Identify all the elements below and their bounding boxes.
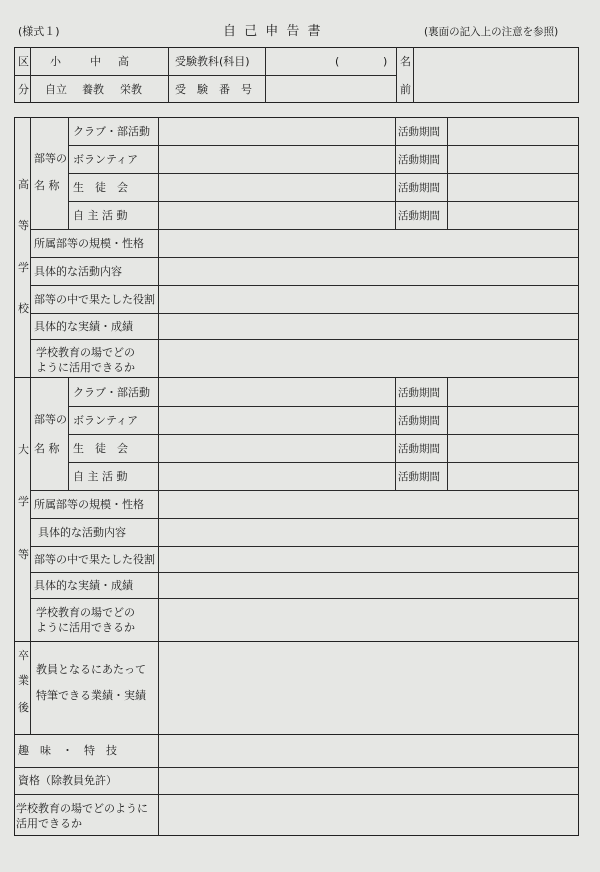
hs-voluntary-activity: 自 主 活 動	[73, 209, 128, 222]
hs-side-2: 等	[18, 219, 29, 232]
univ-club-period-field[interactable]	[448, 379, 578, 405]
name-label-2: 前	[400, 83, 411, 96]
hs-period-label: 活動期間	[398, 154, 440, 166]
hs-period-label: 活動期間	[398, 182, 440, 194]
hs-club-group-label-2: 名 称	[34, 179, 60, 192]
option-elementary[interactable]: 小	[50, 55, 61, 68]
univ-side-1: 大	[18, 443, 29, 456]
hobby-label: 趣 味 ・ 特 技	[18, 744, 117, 757]
exam-number-field[interactable]	[266, 76, 395, 102]
hs-side-3: 学	[18, 261, 29, 274]
option-junior-high[interactable]: 中	[90, 55, 101, 68]
hs-club-period-field[interactable]	[448, 118, 578, 144]
univ-club-field[interactable]	[159, 379, 394, 405]
label-ku: 区	[18, 55, 29, 68]
grad-side-1: 卒	[18, 649, 29, 662]
univ-student-council: 生 徒 会	[73, 442, 128, 455]
document-title: 自 己 申 告 書	[223, 24, 323, 39]
subject-field[interactable]	[266, 48, 395, 74]
univ-club-group-label: 部等の	[34, 413, 67, 426]
univ-period-label: 活動期間	[398, 471, 440, 483]
hs-period-label: 活動期間	[398, 126, 440, 138]
hs-student-council: 生 徒 会	[73, 181, 128, 194]
univ-period-label: 活動期間	[398, 415, 440, 427]
school-use-label-1: 学校教育の場でどのように	[16, 802, 148, 815]
hs-scale-label: 所属部等の規模・性格	[34, 237, 144, 250]
univ-role-label: 部等の中で果たした役割	[34, 553, 155, 566]
hs-club-field[interactable]	[159, 118, 394, 144]
hs-period-label: 活動期間	[398, 210, 440, 222]
license-field[interactable]	[159, 768, 578, 793]
form-number: (様式１)	[18, 25, 60, 38]
license-label: 資格（除教員免許）	[18, 774, 117, 787]
univ-content-area[interactable]	[159, 491, 578, 640]
subject-paren-close: )	[383, 55, 388, 68]
name-label-1: 名	[400, 55, 411, 68]
univ-scale-label: 所属部等の規模・性格	[34, 498, 144, 511]
univ-period-label: 活動期間	[398, 443, 440, 455]
univ-use-label-2: ように活用できるか	[36, 621, 135, 634]
grad-side-3: 後	[18, 701, 29, 714]
hs-use-label-2: ように活用できるか	[36, 361, 135, 374]
hs-club-group-label: 部等の	[34, 152, 67, 165]
grad-label-2: 特筆できる業績・実績	[36, 689, 146, 702]
hs-side-1: 高	[18, 178, 29, 191]
hs-club-activity: クラブ・部活動	[73, 125, 150, 138]
subject-label: 受験教科(科目)	[175, 55, 250, 68]
option-high[interactable]: 高	[118, 55, 129, 68]
label-bun: 分	[18, 83, 29, 96]
option-nutrition[interactable]: 栄教	[120, 83, 142, 96]
hs-side-4: 校	[18, 302, 29, 315]
hobby-field[interactable]	[159, 736, 578, 766]
univ-use-label-1: 学校教育の場でどの	[36, 606, 135, 619]
name-field[interactable]	[414, 48, 578, 102]
exam-number-label: 受 験 番 号	[175, 83, 252, 96]
hs-volunteer: ボランティア	[73, 153, 139, 166]
hs-content-label: 具体的な活動内容	[34, 265, 122, 278]
graduate-achievement-field[interactable]	[159, 643, 578, 733]
univ-club-activity: クラブ・部活動	[73, 386, 150, 399]
option-special-support[interactable]: 自立	[45, 83, 67, 96]
subject-paren-open: (	[335, 55, 340, 68]
option-yogo[interactable]: 養教	[82, 83, 104, 96]
univ-club-group-label-2: 名 称	[34, 442, 60, 455]
univ-achievement-label: 具体的な実績・成績	[34, 579, 133, 592]
univ-volunteer: ボランティア	[73, 414, 139, 427]
univ-voluntary-activity: 自 主 活 動	[73, 470, 128, 483]
hs-role-label: 部等の中で果たした役割	[34, 293, 155, 306]
univ-content-label: 具体的な活動内容	[38, 526, 126, 539]
hs-achievement-label: 具体的な実績・成績	[34, 320, 133, 333]
univ-side-2: 学	[18, 495, 29, 508]
univ-period-label: 活動期間	[398, 387, 440, 399]
school-use-label-2: 活用できるか	[16, 817, 82, 830]
grad-label-1: 教員となるにあたって	[36, 663, 146, 676]
hs-use-label-1: 学校教育の場でどの	[36, 346, 135, 359]
school-use-field[interactable]	[159, 795, 578, 835]
hs-content-area[interactable]	[159, 230, 578, 376]
grad-side-2: 業	[18, 674, 29, 687]
header-note: (裏面の記入上の注意を参照)	[424, 26, 559, 38]
univ-side-3: 等	[18, 548, 29, 561]
